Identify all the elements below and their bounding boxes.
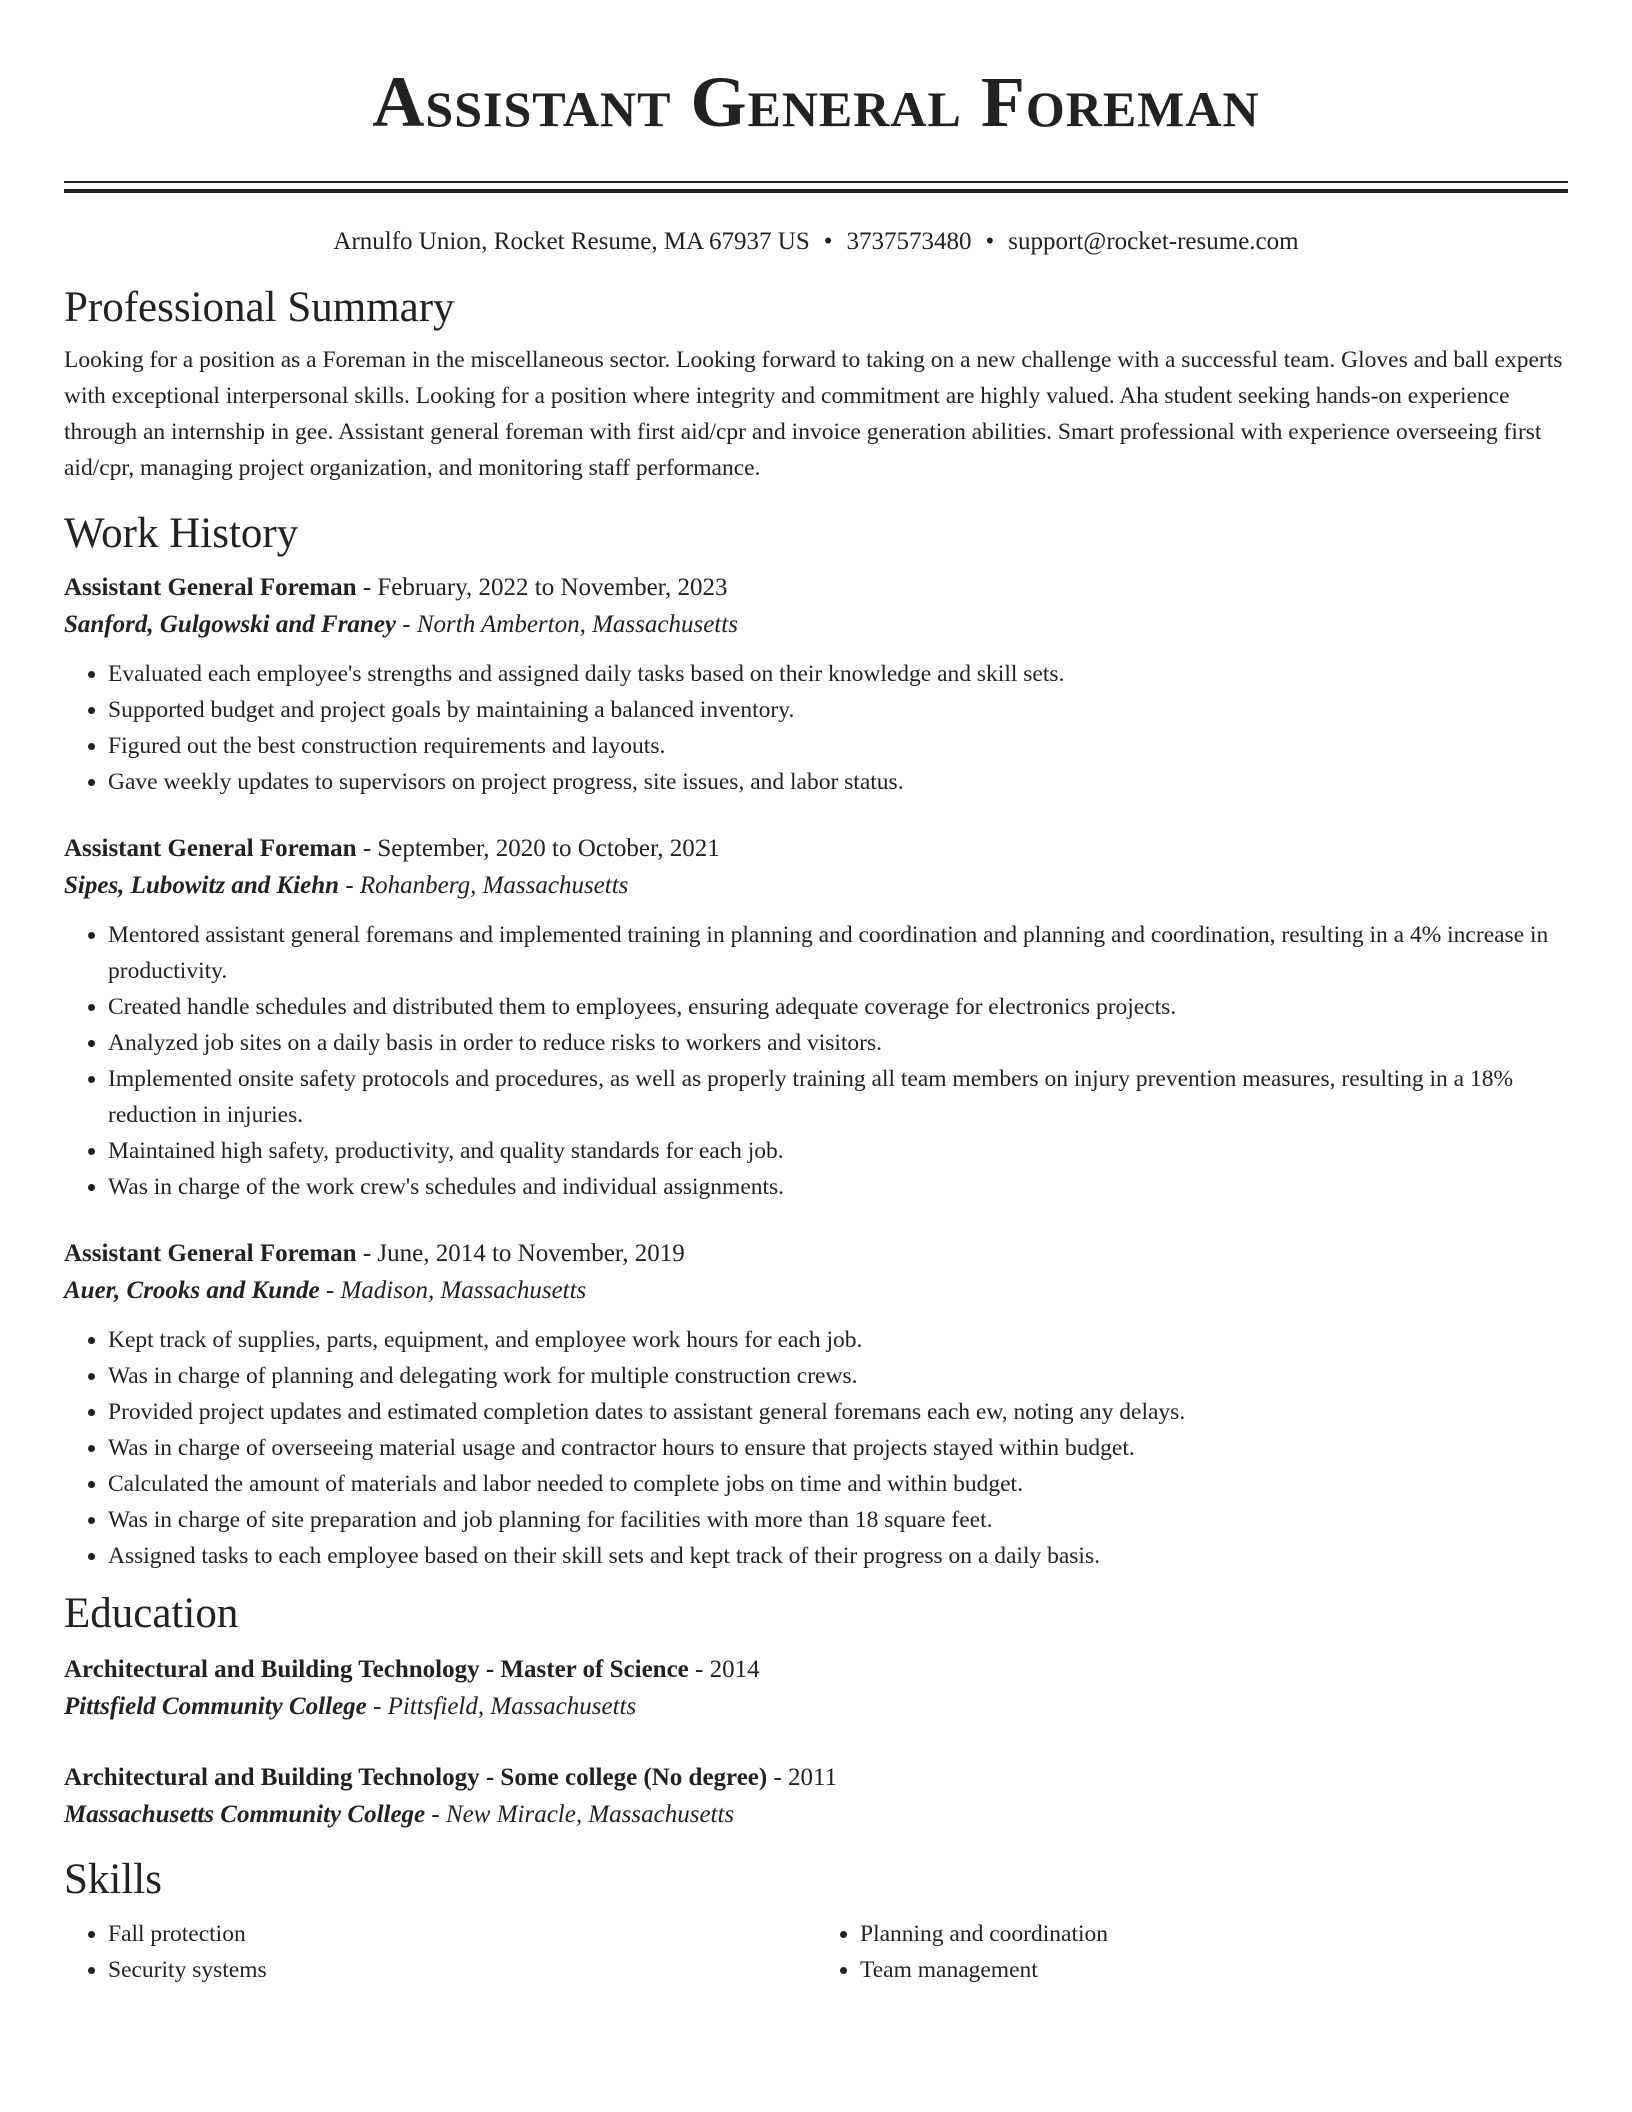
- job-role: Assistant General Foreman: [64, 574, 357, 601]
- education-year: - 2014: [688, 1656, 760, 1683]
- job-role: Assistant General Foreman: [64, 835, 357, 862]
- skill-item: • Team management: [860, 1952, 1568, 1988]
- contact-line: [64, 226, 1568, 258]
- skills-heading: Skills: [64, 1856, 162, 1903]
- job-duty: • Assigned tasks to each employee based on their skill sets and kept track of their progress on a daily basis.: [108, 1538, 1568, 1574]
- education-section: [64, 1588, 1568, 1834]
- job-duty: • Gave weekly updates to supervisors on project progress, site issues, and labor status.: [108, 764, 1568, 800]
- contact-separator: •: [985, 228, 995, 255]
- job-duty: • Was in charge of the work crew's schedules and individual assignments.: [108, 1169, 1568, 1205]
- work-history-section: [64, 508, 1568, 1574]
- summary-heading: Professional Summary: [64, 284, 455, 331]
- job-duty: • Evaluated each employee's strengths and assigned daily tasks based on their knowledge and skill sets.: [108, 656, 1568, 692]
- education-location: - New Miracle, Massachusetts: [425, 1801, 735, 1828]
- job-entry: [64, 831, 1568, 1205]
- job-company: Sanford, Gulgowski and Franey: [64, 611, 397, 638]
- job-duty: • Mentored assistant general foremans and implemented training in planning and coordination and planning and coordination, resulting in a 4% increase in productivity.: [108, 917, 1568, 989]
- job-duties: [64, 656, 1568, 800]
- summary-text: Looking for a position as a Foreman in the miscellaneous sector. Looking forward to taking on a new challenge with a successful team. Gloves and ball experts with exceptional interpersonal skills. Looking for a position where integrity and commitment are highly valued. Aha student seeking hands-on experience through an internship in gee. Assistant general foreman with first aid/cpr and invoice generation abilities. Smart professional with experience overseeing first aid/cpr, managing project organization, and monitoring staff performance.: [64, 347, 1563, 481]
- job-duty: • Analyzed job sites on a daily basis in order to reduce risks to workers and visitors.: [108, 1025, 1568, 1061]
- job-employer: [64, 1272, 1568, 1310]
- education-institution: [64, 1796, 1568, 1834]
- job-dates: - June, 2014 to November, 2019: [356, 1240, 685, 1267]
- job-duty: • Was in charge of site preparation and job planning for facilities with more than 18 square feet.: [108, 1502, 1568, 1538]
- skills-list-left: [64, 1916, 816, 1988]
- job-employer: [64, 867, 1568, 905]
- contact-email: support@rocket-resume.com: [1008, 228, 1299, 255]
- education-school: Massachusetts Community College: [64, 1801, 426, 1828]
- education-entry: [64, 1652, 1568, 1726]
- job-duty: • Calculated the amount of materials and labor needed to complete jobs on time and within budget.: [108, 1466, 1568, 1502]
- job-location: - Madison, Massachusetts: [319, 1277, 587, 1304]
- job-duty: • Supported budget and project goals by maintaining a balanced inventory.: [108, 692, 1568, 728]
- job-dates: - February, 2022 to November, 2023: [356, 574, 728, 601]
- job-entry: [64, 570, 1568, 800]
- education-header: [64, 1652, 1568, 1688]
- contact-address: Arnulfo Union, Rocket Resume, MA 67937 US: [333, 228, 810, 255]
- skill-item: • Fall protection: [108, 1916, 816, 1952]
- job-company: Sipes, Lubowitz and Kiehn: [64, 872, 340, 899]
- job-duty: • Figured out the best construction requirements and layouts.: [108, 728, 1568, 764]
- job-duties: [64, 1322, 1568, 1574]
- skill-item: • Security systems: [108, 1952, 816, 1988]
- job-duty: • Was in charge of overseeing material usage and contractor hours to ensure that projects stayed within budget.: [108, 1430, 1568, 1466]
- education-institution: [64, 1688, 1568, 1726]
- work-history-heading: Work History: [64, 510, 299, 557]
- skills-list-right: [816, 1916, 1568, 1988]
- contact-phone: 3737573480: [846, 228, 972, 255]
- skills-columns: [64, 1916, 1568, 1988]
- job-duty: • Maintained high safety, productivity, and quality standards for each job.: [108, 1133, 1568, 1169]
- title-divider-thin: [64, 181, 1568, 183]
- education-location: - Pittsfield, Massachusetts: [366, 1693, 637, 1720]
- education-degree: Architectural and Building Technology - Master of Science: [64, 1656, 689, 1683]
- job-location: - North Amberton, Massachusetts: [396, 611, 738, 638]
- job-employer: [64, 606, 1568, 644]
- job-dates: - September, 2020 to October, 2021: [356, 835, 720, 862]
- skill-item: • Planning and coordination: [860, 1916, 1568, 1952]
- job-header: [64, 831, 1568, 867]
- job-role: Assistant General Foreman: [64, 1240, 357, 1267]
- job-duty: • Implemented onsite safety protocols and procedures, as well as properly training all team members on injury prevention measures, resulting in a 18% reduction in injuries.: [108, 1061, 1568, 1133]
- job-company: Auer, Crooks and Kunde: [64, 1277, 320, 1304]
- job-duty: • Created handle schedules and distributed them to employees, ensuring adequate coverage for electronics projects.: [108, 989, 1568, 1025]
- contact-separator: •: [823, 228, 833, 255]
- education-year: - 2011: [767, 1764, 838, 1791]
- job-duties: [64, 917, 1568, 1205]
- job-header: [64, 1236, 1568, 1272]
- title-divider-thick: [64, 189, 1568, 193]
- job-duty: • Kept track of supplies, parts, equipment, and employee work hours for each job.: [108, 1322, 1568, 1358]
- job-entry: [64, 1236, 1568, 1574]
- job-location: - Rohanberg, Massachusetts: [339, 872, 629, 899]
- job-header: [64, 570, 1568, 606]
- education-degree: Architectural and Building Technology - Some college (No degree): [64, 1764, 768, 1791]
- skills-section: [64, 1854, 1568, 1988]
- job-duty: • Provided project updates and estimated completion dates to assistant general foremans each ew, noting any delays.: [108, 1394, 1568, 1430]
- job-duty: • Was in charge of planning and delegating work for multiple construction crews.: [108, 1358, 1568, 1394]
- education-school: Pittsfield Community College: [64, 1693, 367, 1720]
- summary-section: [64, 282, 1568, 486]
- education-header: [64, 1760, 1568, 1796]
- resume-title: Assistant General Foreman: [372, 62, 1260, 142]
- education-entry: [64, 1760, 1568, 1834]
- education-heading: Education: [64, 1590, 239, 1637]
